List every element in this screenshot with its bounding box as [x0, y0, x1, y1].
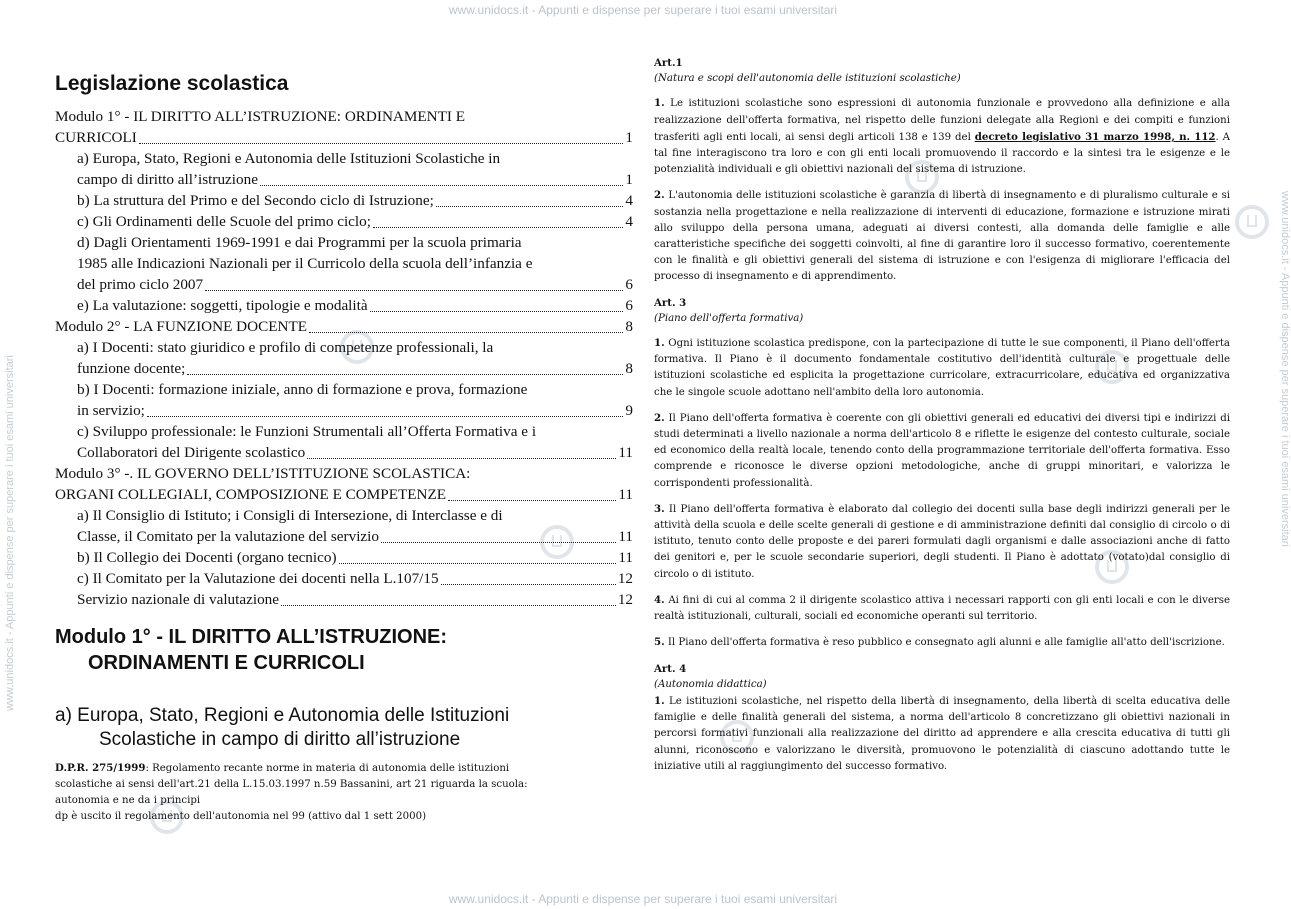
toc-entry-title: b) Il Collegio dei Docenti (organo tecnico): [77, 549, 337, 566]
toc-entry-title: c) Il Comitato per la Valutazione dei docenti nella L.107/15: [77, 570, 439, 587]
module-heading-line2: ORDINAMENTI E CURRICOLI: [88, 652, 365, 674]
toc-entry-row: [77, 442, 633, 463]
toc-entry[interactable]: [55, 295, 633, 316]
toc-entry-line: a) Il Consiglio di Istituto; i Consigli di Intersezione, di Interclasse e di: [77, 507, 503, 524]
paragraph-text: Ai fini di cui al comma 2 il dirigente scolastico attiva i necessari rapporti con gli enti locali e con le diverse realtà istituzionali, culturali, sociali ed economiche operanti sul territorio.: [654, 594, 1230, 623]
toc-page-number: 1: [625, 171, 633, 188]
reference-line2: scolastiche ai sensi dell'art.21 della L.15.03.1997 n.59 Bassanini, art 21 riguarda la scuola:: [55, 779, 528, 790]
toc-entry-row: [77, 358, 633, 379]
toc-entry-title: Modulo 2° - LA FUNZIONE DOCENTE: [55, 318, 308, 335]
toc-entry-row: [77, 547, 633, 568]
paragraph-text: Il Piano dell'offerta formativa è elaborato dal collegio dei docenti sulla base degli indirizzi generali per le attività della scuola e delle scelte generali di gestione e di amministrazione definiti dal consiglio di circolo o di istituto, tenuto conto delle proposte e dei pareri formulati dagli organismi e dalle associazioni anche di fatto dei genitori e, per le scuole secondarie superiori, degli studenti. Il Piano è adottato (votato)dal consiglio di circolo o di istituto.: [654, 503, 1230, 580]
paragraph-number: 3.: [654, 502, 665, 515]
toc-entry[interactable]: [55, 421, 633, 463]
toc-entry-title: in servizio;: [77, 402, 145, 419]
toc-entry-title: funzione docente;: [77, 360, 186, 377]
article-3-paragraph-1: [654, 335, 1230, 401]
toc-entry-title: c) Gli Ordinamenti delle Scuole del primo ciclo;: [77, 213, 371, 230]
article-1-title: Art.1: [654, 57, 683, 69]
toc-entry-row: [77, 211, 633, 232]
toc-entry-row: [77, 190, 633, 211]
toc-entry-row: [55, 127, 633, 148]
toc-entry-row: [77, 589, 633, 610]
article-1-paragraph-1: [654, 95, 1230, 178]
document-title: Legislazione scolastica: [55, 72, 289, 95]
toc-leader: [339, 563, 617, 564]
toc-entry-line: b) I Docenti: formazione iniziale, anno di formazione e prova, formazione: [77, 381, 528, 398]
toc-entry[interactable]: [55, 568, 633, 589]
toc-page-number: 4: [625, 213, 633, 230]
decree-link[interactable]: decreto legislativo 31 marzo 1998, n. 112: [974, 130, 1216, 143]
toc-leader: [448, 500, 616, 501]
paragraph-text: Ogni istituzione scolastica predispone, con la partecipazione di tutte le sue componenti, il Piano dell'offerta formativa. Il Piano è il documento fondamentale costitutivo dell'identità culturale e progettuale delle istituzioni scolastiche ed esplicita la progettazione curricolare, extracurricolare, educativa ed organizzativa che le singole scuole adottano nell'ambito della loro autonomia.: [654, 338, 1230, 398]
toc-entry-row: [77, 568, 633, 589]
section-heading: [55, 704, 633, 752]
article-3-paragraph-5: [654, 634, 1230, 651]
toc-page-number: 11: [618, 528, 633, 545]
paragraph-text: . A tal fine interagiscono tra loro e con gli enti locali promuovendo il raccordo e la sintesi tra le esigenze e le potenzialità individuali e gli obiettivi nazionali del sistema di istruzione.: [654, 131, 1230, 176]
article-4-paragraph-1: [654, 693, 1230, 775]
toc-page-number: 12: [617, 570, 633, 587]
watermark-logo-icon: [1235, 205, 1269, 239]
paragraph-number: 1.: [654, 97, 665, 110]
paragraph-number: 2.: [654, 411, 665, 424]
article-4-subtitle: (Autonomia didattica): [654, 678, 767, 690]
toc-entry-line: a) Europa, Stato, Regioni e Autonomia delle Istituzioni Scolastiche in: [77, 150, 501, 167]
article-3-paragraph-3: [654, 501, 1230, 583]
toc-entry-title: b) La struttura del Primo e del Secondo ciclo di Istruzione;: [77, 192, 434, 209]
toc-entry-row: [77, 400, 633, 421]
section-heading-line1: a) Europa, Stato, Regioni e Autonomia delle Istituzioni: [55, 705, 510, 726]
toc-entry-line: a) I Docenti: stato giuridico e profilo di competenze professionali, la: [77, 339, 494, 356]
toc-page-number: 11: [618, 486, 633, 503]
toc-entry-line: Modulo 3° -. IL GOVERNO DELL’ISTITUZIONE SCOLASTICA:: [55, 465, 471, 482]
paragraph-number: 4.: [654, 593, 665, 606]
reference-line3: autonomia e ne da i principi: [55, 795, 201, 806]
toc-leader: [370, 311, 624, 312]
article-3-title: Art. 3: [654, 296, 687, 309]
paragraph-text: Le istituzioni scolastiche sono espressioni di autonomia funzionale e provvedono alla definizione e alla realizzazione dell'offerta formativa, nel rispetto delle funzioni delegate alla Regioni e dei compiti e funzioni trasferiti agli enti locali, ai sensi degli articoli 138 e 139 del: [654, 98, 1230, 143]
reference-law: D.P.R. 275/1999: [55, 762, 146, 774]
toc-page-number: 12: [617, 591, 633, 608]
article-4-title: Art. 4: [654, 662, 687, 675]
toc-leader: [381, 542, 616, 543]
reference-line1: : Regolamento recante norme in materia di autonomia delle istituzioni: [145, 763, 510, 774]
toc-leader: [436, 206, 624, 207]
article-3-paragraph-2: [654, 410, 1230, 492]
watermark-right: www.unidocs.it - Appunti e dispense per superare i tuoi esami universitari: [1279, 191, 1291, 547]
paragraph-text: Il Piano dell'offerta formativa è coerente con gli obiettivi generali ed educativi dei diversi tipi e indirizzi di studi determinati a livello nazionale a norma dell'articolo 8 e riflette le esigenze del contesto culturale, sociale ed economico della realtà locale, tenendo conto della programmazione territoriale dell'offerta formativa. Esso comprende e riconosce le diverse opzioni metodologiche, anche di gruppi minoritari, e valorizza le corrispondenti professionalità.: [654, 412, 1230, 489]
toc-entry-title: CURRICOLI: [55, 129, 137, 146]
toc-leader: [139, 143, 624, 144]
toc-entry-row: [77, 526, 633, 547]
toc-page-number: 11: [618, 444, 633, 461]
toc-entry-line: d) Dagli Orientamenti 1969-1991 e dai Programmi per la scuola primaria: [77, 234, 522, 251]
toc-entry[interactable]: [55, 232, 633, 295]
toc-page-number: 4: [625, 192, 633, 209]
right-column: [654, 55, 1230, 784]
toc-page-number: 11: [618, 549, 633, 566]
toc-page-number: 6: [625, 297, 633, 314]
toc-entry-row: [55, 484, 633, 505]
article-3-paragraph-4: [654, 592, 1230, 625]
toc-entry-row: [55, 316, 633, 337]
section-heading-line2: Scolastiche in campo di diritto all’istruzione: [99, 729, 461, 750]
toc-entry[interactable]: [55, 106, 633, 148]
left-column: [55, 72, 633, 825]
toc-leader: [147, 416, 624, 417]
toc-page-number: 8: [625, 318, 633, 335]
toc-entry-title: campo di diritto all’istruzione: [77, 171, 258, 188]
paragraph-number: 1.: [654, 337, 665, 350]
toc-leader: [309, 332, 623, 333]
toc-entry[interactable]: [55, 211, 633, 232]
toc-entry-title: Collaboratori del Dirigente scolastico: [77, 444, 306, 461]
watermark-top: www.unidocs.it - Appunti e dispense per superare i tuoi esami universitari: [448, 3, 838, 17]
toc-entry-line: Modulo 1° - IL DIRITTO ALL’ISTRUZIONE: ORDINAMENTI E: [55, 108, 466, 125]
toc-entry[interactable]: [55, 337, 633, 379]
toc-entry[interactable]: [55, 463, 633, 505]
paragraph-number: 2.: [654, 189, 665, 202]
article-3-subtitle: (Piano dell'offerta formativa): [654, 312, 804, 324]
toc-entry[interactable]: [55, 547, 633, 568]
toc-entry-row: [77, 274, 633, 295]
toc-entry[interactable]: [55, 589, 633, 610]
watermark-bottom: www.unidocs.it - Appunti e dispense per superare i tuoi esami universitari: [448, 892, 838, 906]
paragraph-text: L'autonomia delle istituzioni scolastiche è garanzia di libertà di insegnamento e di pluralismo culturale e si sostanzia nella progettazione e nella realizzazione di interventi di educazione, formazione e istruzione mirati allo sviluppo della persona umana, adeguati ai diversi contesti, alla domanda delle famiglie e alle caratteristiche specifiche dei soggetti coinvolti, al fine di garantire loro il successo formativo, coerentemente con le finalità e gli obiettivi generali del sistema di istruzione e con l'esigenza di migliorare l'efficacia del processo di insegnamento e di apprendimento.: [654, 190, 1230, 283]
table-of-contents: [55, 106, 633, 610]
article-1-subtitle: (Natura e scopi dell'autonomia delle istituzioni scolastiche): [654, 73, 961, 85]
toc-leader: [307, 458, 616, 459]
toc-entry[interactable]: [55, 148, 633, 190]
toc-entry-line: c) Sviluppo professionale: le Funzioni Strumentali all’Offerta Formativa e i: [77, 423, 537, 440]
paragraph-number: 5.: [654, 636, 665, 649]
paragraph-text: Le istituzioni scolastiche, nel rispetto della libertà di insegnamento, della libertà di scelta educativa delle famiglie e delle finalità generali del sistema, a norma dell'articolo 8 concretizzano gli obiettivi nazionali in percorsi formativi funzionali alla realizzazione del diritto ad apprendere e alla crescita educativa di tutti gli alunni, riconoscono e valorizzano le diversità, promuovono le potenzialità di ciascuno adottando tutte le iniziative utili al raggiungimento del successo formativo.: [654, 695, 1230, 772]
toc-entry[interactable]: [55, 505, 633, 547]
module-heading-line1: Modulo 1° - IL DIRITTO ALL’ISTRUZIONE:: [55, 626, 448, 648]
toc-entry[interactable]: [55, 190, 633, 211]
toc-leader: [260, 185, 623, 186]
toc-page-number: 6: [625, 276, 633, 293]
toc-entry-row: [77, 295, 633, 316]
toc-page-number: 8: [625, 360, 633, 377]
article-1-paragraph-2: [654, 187, 1230, 285]
toc-leader: [205, 290, 623, 291]
toc-leader: [373, 227, 623, 228]
toc-entry[interactable]: [55, 316, 633, 337]
reference-line4: dp è uscito il regolamento dell'autonomia nel 99 (attivo dal 1 sett 2000): [55, 811, 427, 822]
toc-entry-title: Classe, il Comitato per la valutazione del servizio: [77, 528, 379, 545]
toc-entry-line: 1985 alle Indicazioni Nazionali per il Curricolo della scuola dell’infanzia e: [77, 255, 533, 272]
toc-entry-row: [77, 169, 633, 190]
toc-entry-title: del primo ciclo 2007: [77, 276, 204, 293]
toc-entry-title: ORGANI COLLEGIALI, COMPOSIZIONE E COMPETENZE: [55, 486, 447, 503]
toc-entry[interactable]: [55, 379, 633, 421]
toc-entry-title: e) La valutazione: soggetti, tipologie e modalità: [77, 297, 368, 314]
toc-leader: [187, 374, 623, 375]
reference-note: [55, 760, 633, 825]
module-heading: [55, 624, 633, 676]
toc-entry-title: Servizio nazionale di valutazione: [77, 591, 279, 608]
toc-page-number: 9: [625, 402, 633, 419]
toc-leader: [281, 605, 616, 606]
toc-page-number: 1: [625, 129, 633, 146]
paragraph-text: Il Piano dell'offerta formativa è reso pubblico e consegnato agli alunni e alle famiglie all'atto dell'iscrizione.: [664, 637, 1225, 649]
paragraph-number: 1.: [654, 694, 665, 707]
toc-leader: [441, 584, 616, 585]
watermark-left: www.unidocs.it - Appunti e dispense per superare i tuoi esami universitari: [4, 355, 16, 711]
